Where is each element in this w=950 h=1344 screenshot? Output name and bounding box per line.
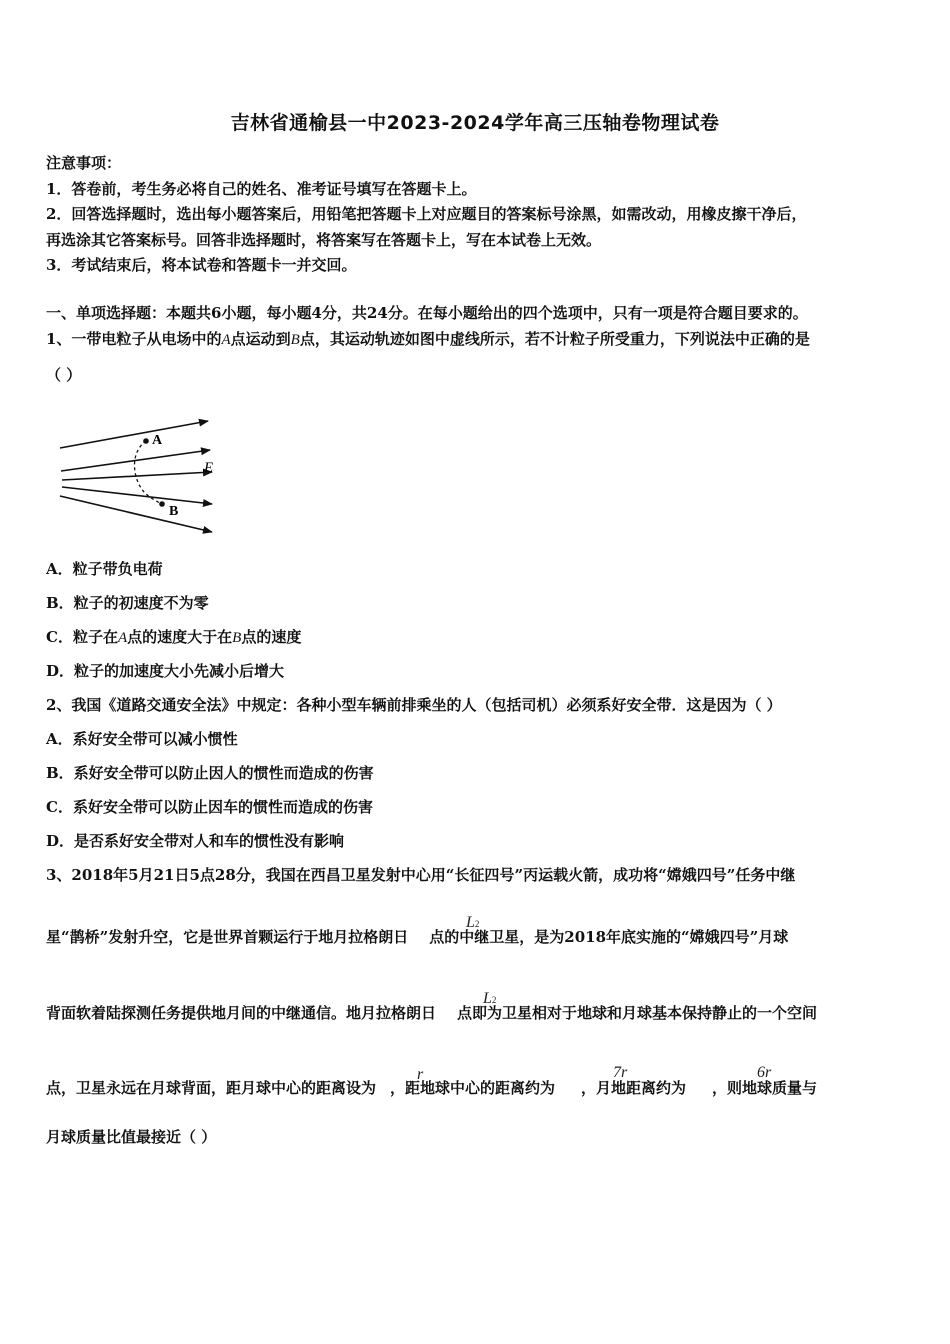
q3-line-3a: 背面软着陆探测任务提供地月间的中继通信。地月拉格朗日 [46, 1004, 437, 1022]
notice-heading: 注意事项： [46, 154, 122, 172]
electric-field-figure [52, 414, 232, 542]
notice-item-3: 3．考试结束后，将本试卷和答题卡一并交回。 [46, 256, 357, 274]
q1-sym-A: A [221, 332, 231, 348]
point-B-dot [159, 501, 165, 507]
q3-line-4a: 点，卫星永远在月球背面，距月球中心的距离设为 [46, 1079, 377, 1097]
q2-option-c: C．系好安全带可以防止因车的惯性而造成的伤害 [46, 798, 373, 816]
q3-r-symbol: r [417, 1066, 424, 1083]
label-A: A [152, 433, 163, 448]
q2-stem: 2、我国《道路交通安全法》中规定：各种小型车辆前排乘坐的人（包括司机）必须系好安全带．这是因为（ ） [46, 696, 782, 714]
page-title: 吉林省通榆县一中2023-2024学年高三压轴卷物理试卷 [230, 112, 720, 134]
q1-option-c-sym-B: B [232, 630, 242, 646]
q3-line-4 [46, 1077, 817, 1098]
q1-sym-B: B [290, 332, 300, 348]
q3-line-3b: 点即为卫星相对于地球和月球基本保持静止的一个空间 [457, 1004, 818, 1022]
field-line-1 [60, 421, 208, 448]
particle-trajectory [135, 441, 163, 504]
q1-answer-paren: （ ） [46, 366, 82, 384]
q3-line-5: 月球质量比值最接近（ ） [46, 1128, 217, 1146]
q3-6r-symbol: 6r [757, 1064, 772, 1081]
q3-line-2a: 星“鹊桥”发射升空，它是世界首颗运行于地月拉格朗日 [46, 928, 409, 946]
label-B: B [169, 504, 179, 519]
q1-option-a: A．粒子带负电荷 [46, 560, 163, 578]
q3-line-2 [46, 926, 788, 947]
section1-heading: 一、单项选择题：本题共6小题，每小题4分，共24分。在每小题给出的四个选项中，只有一项是符合题目要求的。 [46, 304, 808, 322]
q1-stem-b: 点运动到 [230, 330, 291, 348]
q2-option-d: D．是否系好安全带对人和车的惯性没有影响 [46, 832, 345, 850]
q3-line-3 [46, 1002, 817, 1023]
q1-option-c-sym-A: A [117, 630, 128, 646]
notice-item-2-cont: 再选涂其它答案标号。回答非选择题时，将答案写在答题卡上，写在本试卷上无效。 [46, 231, 602, 249]
q2-option-a: A．系好安全带可以减小惯性 [46, 730, 238, 748]
q1-stem [46, 328, 810, 349]
point-A-dot [143, 438, 149, 444]
field-line-3 [62, 472, 212, 480]
q3-line-2b: 点的中继卫星，是为2018年底实施的“嫦娥四号”月球 [429, 928, 789, 946]
q1-option-c-mid: 点的速度大于在 [127, 628, 233, 646]
q3-7r-symbol: 7r [613, 1064, 628, 1081]
q1-stem-a: 1、一带电粒子从电场中的 [46, 330, 222, 348]
q3-line-1: 3、2018年5月21日5点28分，我国在西昌卫星发射中心用“长征四号”丙运载火箭，成功将“嫦娥四号”任务中继 [46, 866, 796, 884]
q2-option-b: B．系好安全带可以防止因人的惯性而造成的伤害 [46, 764, 374, 782]
q3-line-4b: ，距地球中心的距离约为 [390, 1079, 556, 1097]
q1-stem-c: 点，其运动轨迹如图中虚线所示，若不计粒子所受重力，下列说法中正确的是 [299, 330, 810, 348]
q1-option-c-pre: C．粒子在 [46, 628, 118, 646]
label-E: E [204, 460, 214, 476]
q1-option-d: D．粒子的加速度大小先减小后增大 [46, 662, 285, 680]
notice-item-1: 1．答卷前，考生务必将自己的姓名、准考证号填写在答题卡上。 [46, 180, 477, 198]
q1-option-b: B．粒子的初速度不为零 [46, 594, 209, 612]
q3-L2-symbol-2: L2 [483, 990, 497, 1007]
q3-line-4d: ，则地球质量与 [712, 1079, 818, 1097]
field-line-2 [61, 450, 210, 471]
q1-option-c [46, 626, 301, 647]
q1-option-c-post: 点的速度 [241, 628, 302, 646]
q3-line-4c: ，月地距离约为 [581, 1079, 687, 1097]
notice-item-2: 2．回答选择题时，选出每小题答案后，用铅笔把答题卡上对应题目的答案标号涂黑，如需改动，用橡皮擦干净后， [46, 205, 807, 223]
q3-L2-symbol-1: L2 [466, 914, 480, 931]
